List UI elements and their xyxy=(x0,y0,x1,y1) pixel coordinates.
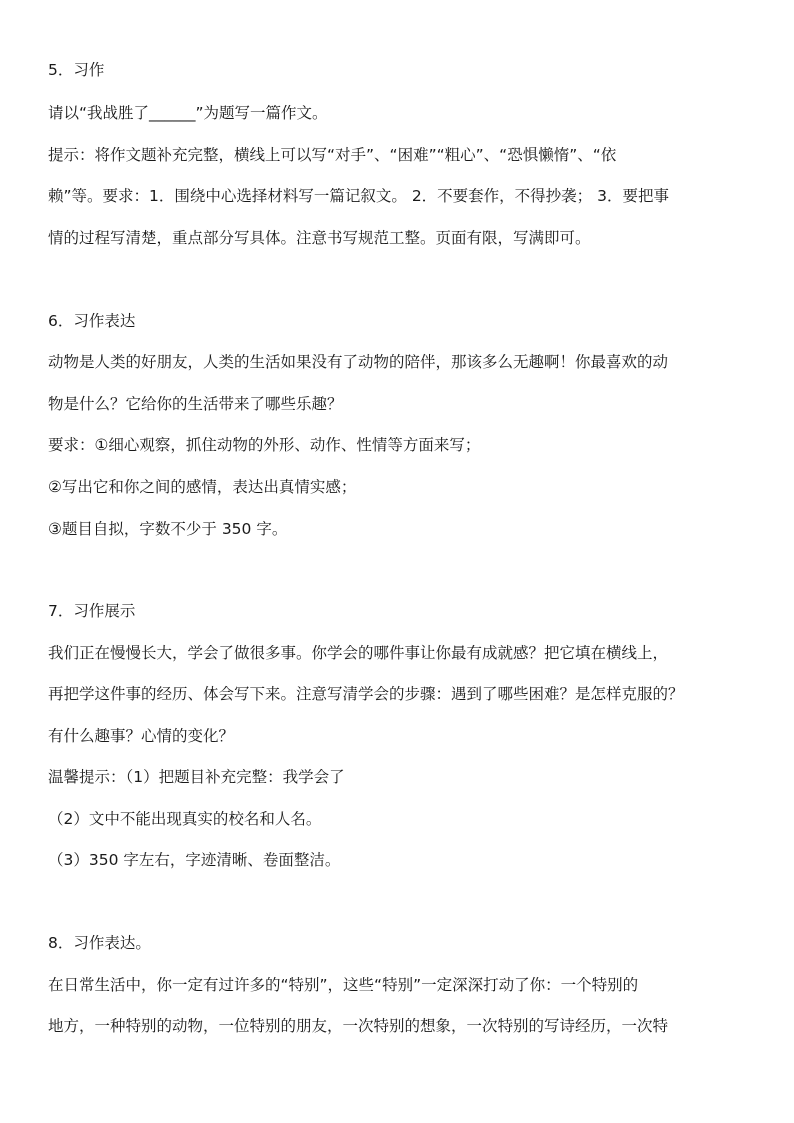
section-7-line-6: （3）350 字左右，字迹清晰、卷面整洁。 xyxy=(48,851,341,869)
section-6-line-4: ②写出它和你之间的感情，表达出真情实感； xyxy=(48,478,357,496)
section-8-line-1: 在日常生活中，你一定有过许多的“特别”，这些“特别”一定深深打动了你：一个特别的 xyxy=(48,976,639,994)
section-7-line-5: （2）文中不能出现真实的校名和人名。 xyxy=(48,810,322,828)
section-6-line-3: 要求：①细心观察，抓住动物的外形、动作、性情等方面来写； xyxy=(48,436,481,454)
section-8-line-2: 地方，一种特别的动物，一位特别的朋友，一次特别的想象，一次特别的写诗经历，一次特 xyxy=(48,1017,669,1035)
section-8-heading: 8．习作表达。 xyxy=(48,934,151,952)
section-6-line-5: ③题目自拟，字数不少于 350 字。 xyxy=(48,520,288,538)
section-6-line-1: 动物是人类的好朋友，人类的生活如果没有了动物的陪伴，那该多么无趣啊！你最喜欢的动 xyxy=(48,353,669,371)
section-5-line-3: 赖”等。要求：1．围绕中心选择材料写一篇记叙文。 2．不要套作，不得抄袭； 3．要把事 xyxy=(48,187,669,205)
section-5-line-2: 提示：将作文题补充完整，横线上可以写“对手”、“困难”“粗心”、“恐惧懒惰”、“依 xyxy=(48,146,617,164)
section-7-line-1: 我们正在慢慢长大，学会了做很多事。你学会的哪件事让你最有成就感？把它填在横线上， xyxy=(48,644,669,662)
section-7-heading: 7．习作展示 xyxy=(48,602,136,620)
section-7-line-4: 温馨提示：（1）把题目补充完整：我学会了 xyxy=(48,768,345,786)
section-7-line-2: 再把学这件事的经历、体会写下来。注意写清学会的步骤：遇到了哪些困难？是怎样克服的？ xyxy=(48,685,684,703)
section-5-heading: 5．习作 xyxy=(48,61,105,79)
section-7-line-3: 有什么趣事？心情的变化？ xyxy=(48,727,235,745)
section-6-line-2: 物是什么？它给你的生活带来了哪些乐趣？ xyxy=(48,395,343,413)
section-5-line-4: 情的过程写清楚，重点部分写具体。注意书写规范工整。页面有限，写满即可。 xyxy=(48,229,591,247)
section-5-line-1: 请以“我战胜了______”为题写一篇作文。 xyxy=(48,104,328,122)
section-6-heading: 6．习作表达 xyxy=(48,312,136,330)
